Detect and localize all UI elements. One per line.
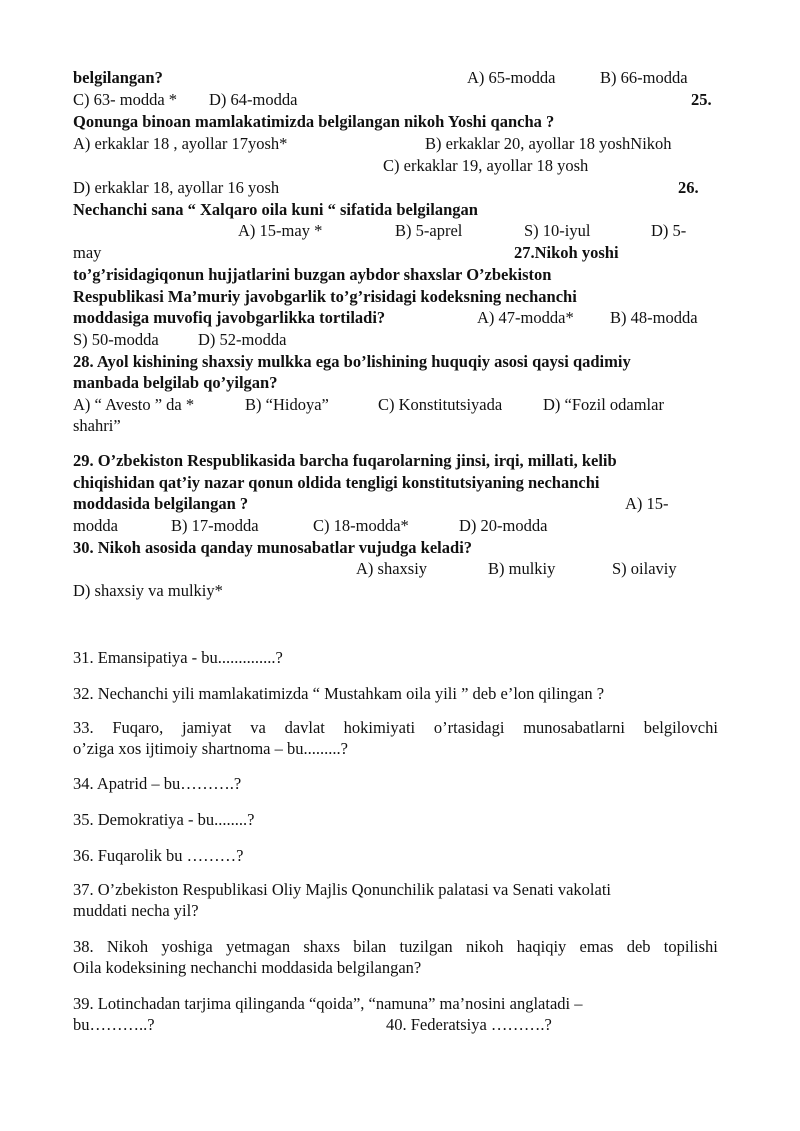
- q27-question-line1: 27.Nikoh yoshi: [514, 243, 619, 262]
- q27-question-line4: moddasiga muvofiq javobgarlikka tortiladi?: [73, 308, 386, 327]
- question-38-line2: Oila kodeksining nechanchi moddasida belgilangan?: [73, 958, 422, 977]
- q28-question-line2: manbada belgilab qo’yilgan?: [73, 373, 278, 392]
- q26-question: Nechanchi sana “ Xalqaro oila kuni “ sifatida belgilangan: [73, 200, 478, 219]
- q25-number: 25.: [691, 90, 712, 109]
- q29-question-line3: moddasida belgilangan ?: [73, 494, 249, 513]
- question-40: 40. Federatsiya ……….?: [386, 1015, 552, 1034]
- q30-option-c: S) oilaviy: [612, 559, 677, 578]
- q25-option-c: C) erkaklar 19, ayollar 18 yosh: [383, 156, 589, 175]
- q28-option-b: B) “Hidoya”: [245, 395, 329, 414]
- q29-option-d: D) 20-modda: [459, 516, 548, 535]
- q28-option-a: A) “ Avesto ” da *: [73, 395, 195, 414]
- q38-word: emas: [579, 937, 614, 956]
- q27-option-a: A) 47-modda*: [477, 308, 574, 327]
- q27-option-c: S) 50-modda: [73, 330, 159, 349]
- q33-word: davlat: [284, 718, 325, 737]
- q27-question-line2: to’g’risidagiqonun hujjatlarini buzgan aybdor shaxslar O’zbekiston: [73, 265, 552, 284]
- q38-word: haqiqiy: [516, 937, 567, 956]
- q28-question-line1: 28. Ayol kishining shaxsiy mulkka ega bo’lishining huquqiy asosi qaysi qadimiy: [73, 352, 631, 371]
- q25-option-a: A) erkaklar 18 , ayollar 17yosh*: [73, 134, 288, 153]
- q38-word: yetmagan: [225, 937, 291, 956]
- q29-option-b: B) 17-modda: [171, 516, 259, 535]
- question-38-line1: [73, 936, 718, 957]
- q26-option-a: A) 15-may *: [238, 221, 323, 240]
- q25-question: Qonunga binoan mamlakatimizda belgilangan nikoh Yoshi qancha ?: [73, 112, 555, 131]
- question-36: 36. Fuqarolik bu ………?: [73, 846, 244, 865]
- q38-word: nikoh: [465, 937, 504, 956]
- q33-word: munosabatlarni: [523, 718, 625, 737]
- q24-option-b: B) 66-modda: [600, 68, 688, 87]
- q33-word: hokimiyati: [343, 718, 416, 737]
- q29-question-line2: chiqishidan qat’iy nazar qonun oldida tengligi konstitutsiyaning nechanchi: [73, 473, 600, 492]
- question-31: 31. Emansipatiya - bu..............?: [73, 648, 283, 667]
- q26-option-d-cont: may: [73, 243, 102, 262]
- q29-option-a: A) 15-: [625, 494, 669, 513]
- q25-option-b: B) erkaklar 20, ayollar 18 yoshNikoh: [425, 134, 672, 153]
- q24-option-d: D) 64-modda: [209, 90, 298, 109]
- q26-option-b: B) 5-aprel: [395, 221, 463, 240]
- q38-word: yoshiga: [161, 937, 213, 956]
- q38-word: deb: [626, 937, 651, 956]
- q38-word: bilan: [353, 937, 387, 956]
- q33-word: belgilovchi: [643, 718, 718, 737]
- q30-option-b: B) mulkiy: [488, 559, 556, 578]
- question-35: 35. Demokratiya - bu........?: [73, 810, 255, 829]
- q26-option-d: D) 5-: [651, 221, 687, 240]
- q27-option-b: B) 48-modda: [610, 308, 698, 327]
- question-33-line1: [73, 717, 718, 738]
- q29-option-c: C) 18-modda*: [313, 516, 409, 535]
- q29-option-a-cont: modda: [73, 516, 118, 535]
- q38-word: 38.: [73, 937, 94, 956]
- question-39-line2: bu………..?: [73, 1015, 155, 1034]
- q28-option-d: D) “Fozil odamlar: [543, 395, 664, 414]
- q28-option-d-cont: shahri”: [73, 416, 121, 435]
- q30-option-d: D) shaxsiy va mulkiy*: [73, 581, 223, 600]
- q27-option-d: D) 52-modda: [198, 330, 287, 349]
- q30-option-a: A) shaxsiy: [356, 559, 428, 578]
- q28-option-c: C) Konstitutsiyada: [378, 395, 503, 414]
- q38-word: shaxs: [303, 937, 341, 956]
- question-33-line2: o’ziga xos ijtimoiy shartnoma – bu.........?: [73, 739, 348, 758]
- q33-word: va: [250, 718, 266, 737]
- q33-word: Fuqaro,: [112, 718, 164, 737]
- q38-word: topilishi: [663, 937, 718, 956]
- question-37-line2: muddati necha yil?: [73, 901, 199, 920]
- q29-question-line1: 29. O’zbekiston Respublikasida barcha fuqarolarning jinsi, irqi, millati, kelib: [73, 451, 617, 470]
- question-37-line1: 37. O’zbekiston Respublikasi Oliy Majlis Qonunchilik palatasi va Senati vakolati: [73, 880, 611, 899]
- q24-tail: belgilangan?: [73, 68, 163, 87]
- q38-word: Nikoh: [106, 937, 149, 956]
- q24-option-c: C) 63- modda *: [73, 90, 178, 109]
- q25-option-d: D) erkaklar 18, ayollar 16 yosh: [73, 178, 280, 197]
- q24-option-a: A) 65-modda: [467, 68, 556, 87]
- q33-word: 33.: [73, 718, 94, 737]
- q33-word: jamiyat: [182, 718, 232, 737]
- q38-word: tuzilgan: [399, 937, 453, 956]
- q33-word: o’rtasidagi: [433, 718, 505, 737]
- question-32: 32. Nechanchi yili mamlakatimizda “ Mustahkam oila yili ” deb e’lon qilingan ?: [73, 684, 605, 703]
- q30-question: 30. Nikoh asosida qanday munosabatlar vujudga keladi?: [73, 538, 473, 557]
- question-34: 34. Apatrid – bu……….?: [73, 774, 242, 793]
- q27-question-line3: Respublikasi Ma’muriy javobgarlik to’g’risidagi kodeksning nechanchi: [73, 287, 577, 306]
- q26-option-c: S) 10-iyul: [524, 221, 591, 240]
- question-39-line1: 39. Lotinchadan tarjima qilinganda “qoida”, “namuna” ma’nosini anglatadi –: [73, 994, 583, 1013]
- q26-number: 26.: [678, 178, 699, 197]
